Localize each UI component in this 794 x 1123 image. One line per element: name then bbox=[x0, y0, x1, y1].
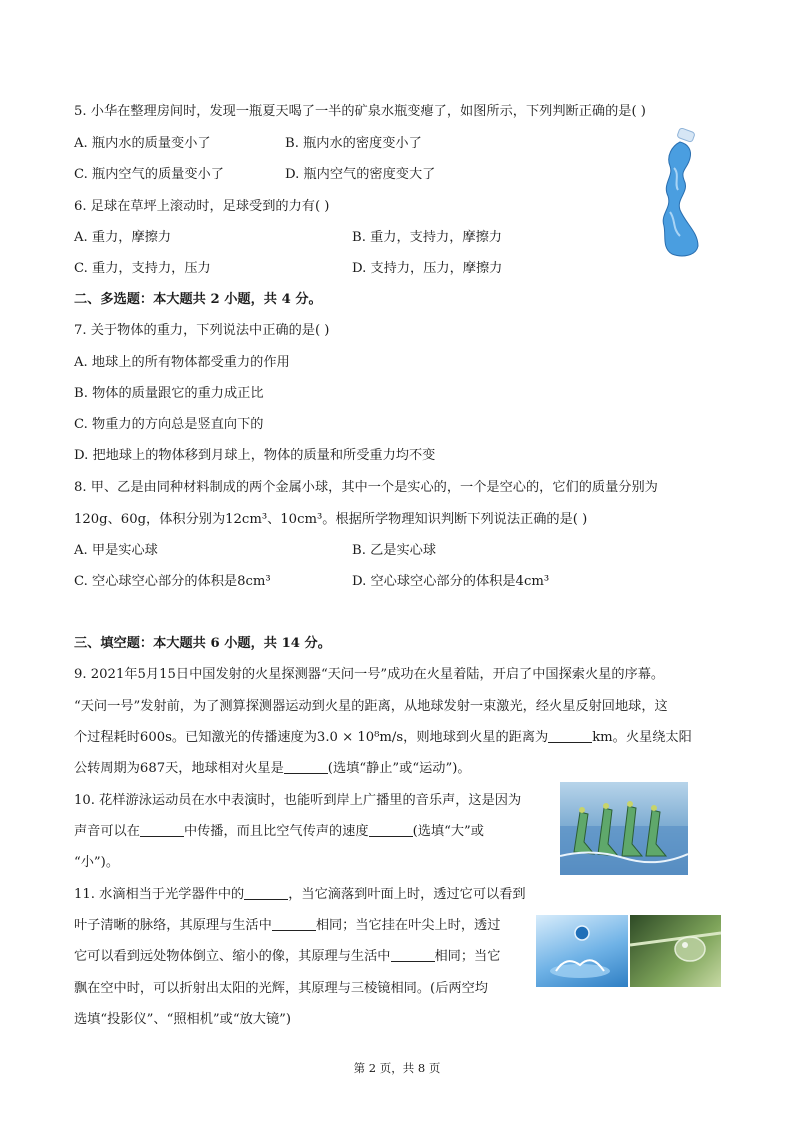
q10-line2-text-b: 中传播，而且比空气传声的速度 bbox=[183, 824, 369, 839]
q6-option-b: B. 重力，支持力，摩擦力 bbox=[352, 230, 502, 245]
q8-option-c: C. 空心球空心部分的体积是8cm³ bbox=[74, 574, 271, 589]
q11-line3 bbox=[74, 947, 500, 967]
section3-title: 三、填空题：本大题共 6 小题，共 14 分。 bbox=[74, 636, 331, 651]
q7-stem: 7. 关于物体的重力，下列说法中正确的是( ) bbox=[74, 323, 330, 338]
q11-line3-text-b: 相同；当它 bbox=[434, 949, 501, 964]
crushed-bottle-figure bbox=[650, 128, 706, 260]
q5-option-b: B. 瓶内水的密度变小了 bbox=[285, 136, 422, 151]
q11-line1-text-b: ，当它滴落到叶面上时，透过它可以看到 bbox=[288, 887, 526, 902]
q9-line4 bbox=[74, 759, 471, 779]
q11-blank-device[interactable] bbox=[244, 885, 288, 900]
q8-line2: 120g、60g，体积分别为12cm³、10cm³。根据所学物理知识判断下列说法正确的是( ) bbox=[74, 512, 588, 527]
q9-line1: 9. 2021年5月15日中国发射的火星探测器“天问一号”成功在火星着陆，开启了中国探索火星的序幕。 bbox=[74, 667, 665, 682]
q9-line3-text-b: km。火星绕太阳 bbox=[592, 730, 692, 745]
q6-option-d: D. 支持力，压力，摩擦力 bbox=[352, 261, 503, 276]
q7-option-d: D. 把地球上的物体移到月球上，物体的质量和所受重力均不变 bbox=[74, 448, 436, 463]
q10-blank-speed[interactable] bbox=[369, 822, 413, 837]
q11-line2-text-b: 相同；当它挂在叶尖上时，透过 bbox=[315, 918, 501, 933]
q6-option-a: A. 重力，摩擦力 bbox=[74, 230, 172, 245]
q9-line3 bbox=[74, 728, 692, 748]
q11-blank-magnifier[interactable] bbox=[272, 916, 316, 931]
q10-line2 bbox=[74, 822, 484, 842]
q8-option-d: D. 空心球空心部分的体积是4cm³ bbox=[352, 574, 550, 589]
q6-option-c: C. 重力，支持力，压力 bbox=[74, 261, 211, 276]
q5-option-d: D. 瓶内空气的密度变大了 bbox=[285, 167, 436, 182]
q10-line2-text-a: 声音可以在 bbox=[74, 824, 140, 839]
dew-drop-on-leaf-photo bbox=[630, 915, 721, 987]
q10-line3: “小”)。 bbox=[74, 855, 120, 870]
q11-line1-text-a: 11. 水滴相当于光学器件中的 bbox=[74, 887, 245, 902]
q8-option-a: A. 甲是实心球 bbox=[74, 543, 158, 558]
q8-line1: 8. 甲、乙是由同种材料制成的两个金属小球，其中一个是实心的，一个是空心的，它们的质量分别为 bbox=[74, 480, 658, 495]
q5-option-c: C. 瓶内空气的质量变小了 bbox=[74, 167, 224, 182]
q10-line1: 10. 花样游泳运动员在水中表演时，也能听到岸上广播里的音乐声，这是因为 bbox=[74, 793, 522, 808]
q9-line4-text-b: (选填“静止”或“运动”)。 bbox=[327, 761, 471, 776]
q11-line3-text-a: 它可以看到远处物体倒立、缩小的像，其原理与生活中 bbox=[74, 949, 391, 964]
q9-line2: “天问一号”发射前，为了测算探测器运动到火星的距离，从地球发射一束激光，经火星反射回地球，这 bbox=[74, 699, 668, 714]
q9-blank-motion[interactable] bbox=[284, 759, 328, 774]
synchronized-swimming-photo bbox=[560, 782, 688, 875]
q7-option-c: C. 物重力的方向总是竖直向下的 bbox=[74, 417, 264, 432]
q11-line2 bbox=[74, 916, 500, 936]
q9-line4-text-a: 公转周期为687天，地球相对火星是 bbox=[74, 761, 284, 776]
q7-option-b: B. 物体的质量跟它的重力成正比 bbox=[74, 386, 264, 401]
q11-line1 bbox=[74, 885, 526, 905]
q11-blank-camera[interactable] bbox=[391, 947, 435, 962]
page-footer: 第 2 页，共 8 页 bbox=[353, 1061, 441, 1075]
q9-line3-text-a: 个过程耗时600s。已知激光的传播速度为3.0 × 10⁸m/s，则地球到火星的距离为 bbox=[74, 730, 549, 745]
q9-blank-distance[interactable] bbox=[548, 728, 592, 743]
water-drop-splash-photo bbox=[536, 915, 628, 987]
q5-stem: 5. 小华在整理房间时，发现一瓶夏天喝了一半的矿泉水瓶变瘪了，如图所示，下列判断正确的是( ) bbox=[74, 104, 646, 119]
q8-option-b: B. 乙是实心球 bbox=[352, 543, 437, 558]
q11-line4: 飘在空中时，可以折射出太阳的光辉，其原理与三棱镜相同。(后两空均 bbox=[74, 981, 488, 996]
q11-line5: 选填“投影仪”、“照相机”或“放大镜”) bbox=[74, 1012, 292, 1027]
q10-line2-text-c: (选填“大”或 bbox=[412, 824, 484, 839]
q10-blank-medium[interactable] bbox=[140, 822, 184, 837]
q5-option-a: A. 瓶内水的质量变小了 bbox=[74, 136, 211, 151]
q11-line2-text-a: 叶子清晰的脉络，其原理与生活中 bbox=[74, 918, 272, 933]
q6-stem: 6. 足球在草坪上滚动时，足球受到的力有( ) bbox=[74, 199, 330, 214]
section2-title: 二、多选题：本大题共 2 小题，共 4 分。 bbox=[74, 292, 322, 307]
q7-option-a: A. 地球上的所有物体都受重力的作用 bbox=[74, 355, 290, 370]
